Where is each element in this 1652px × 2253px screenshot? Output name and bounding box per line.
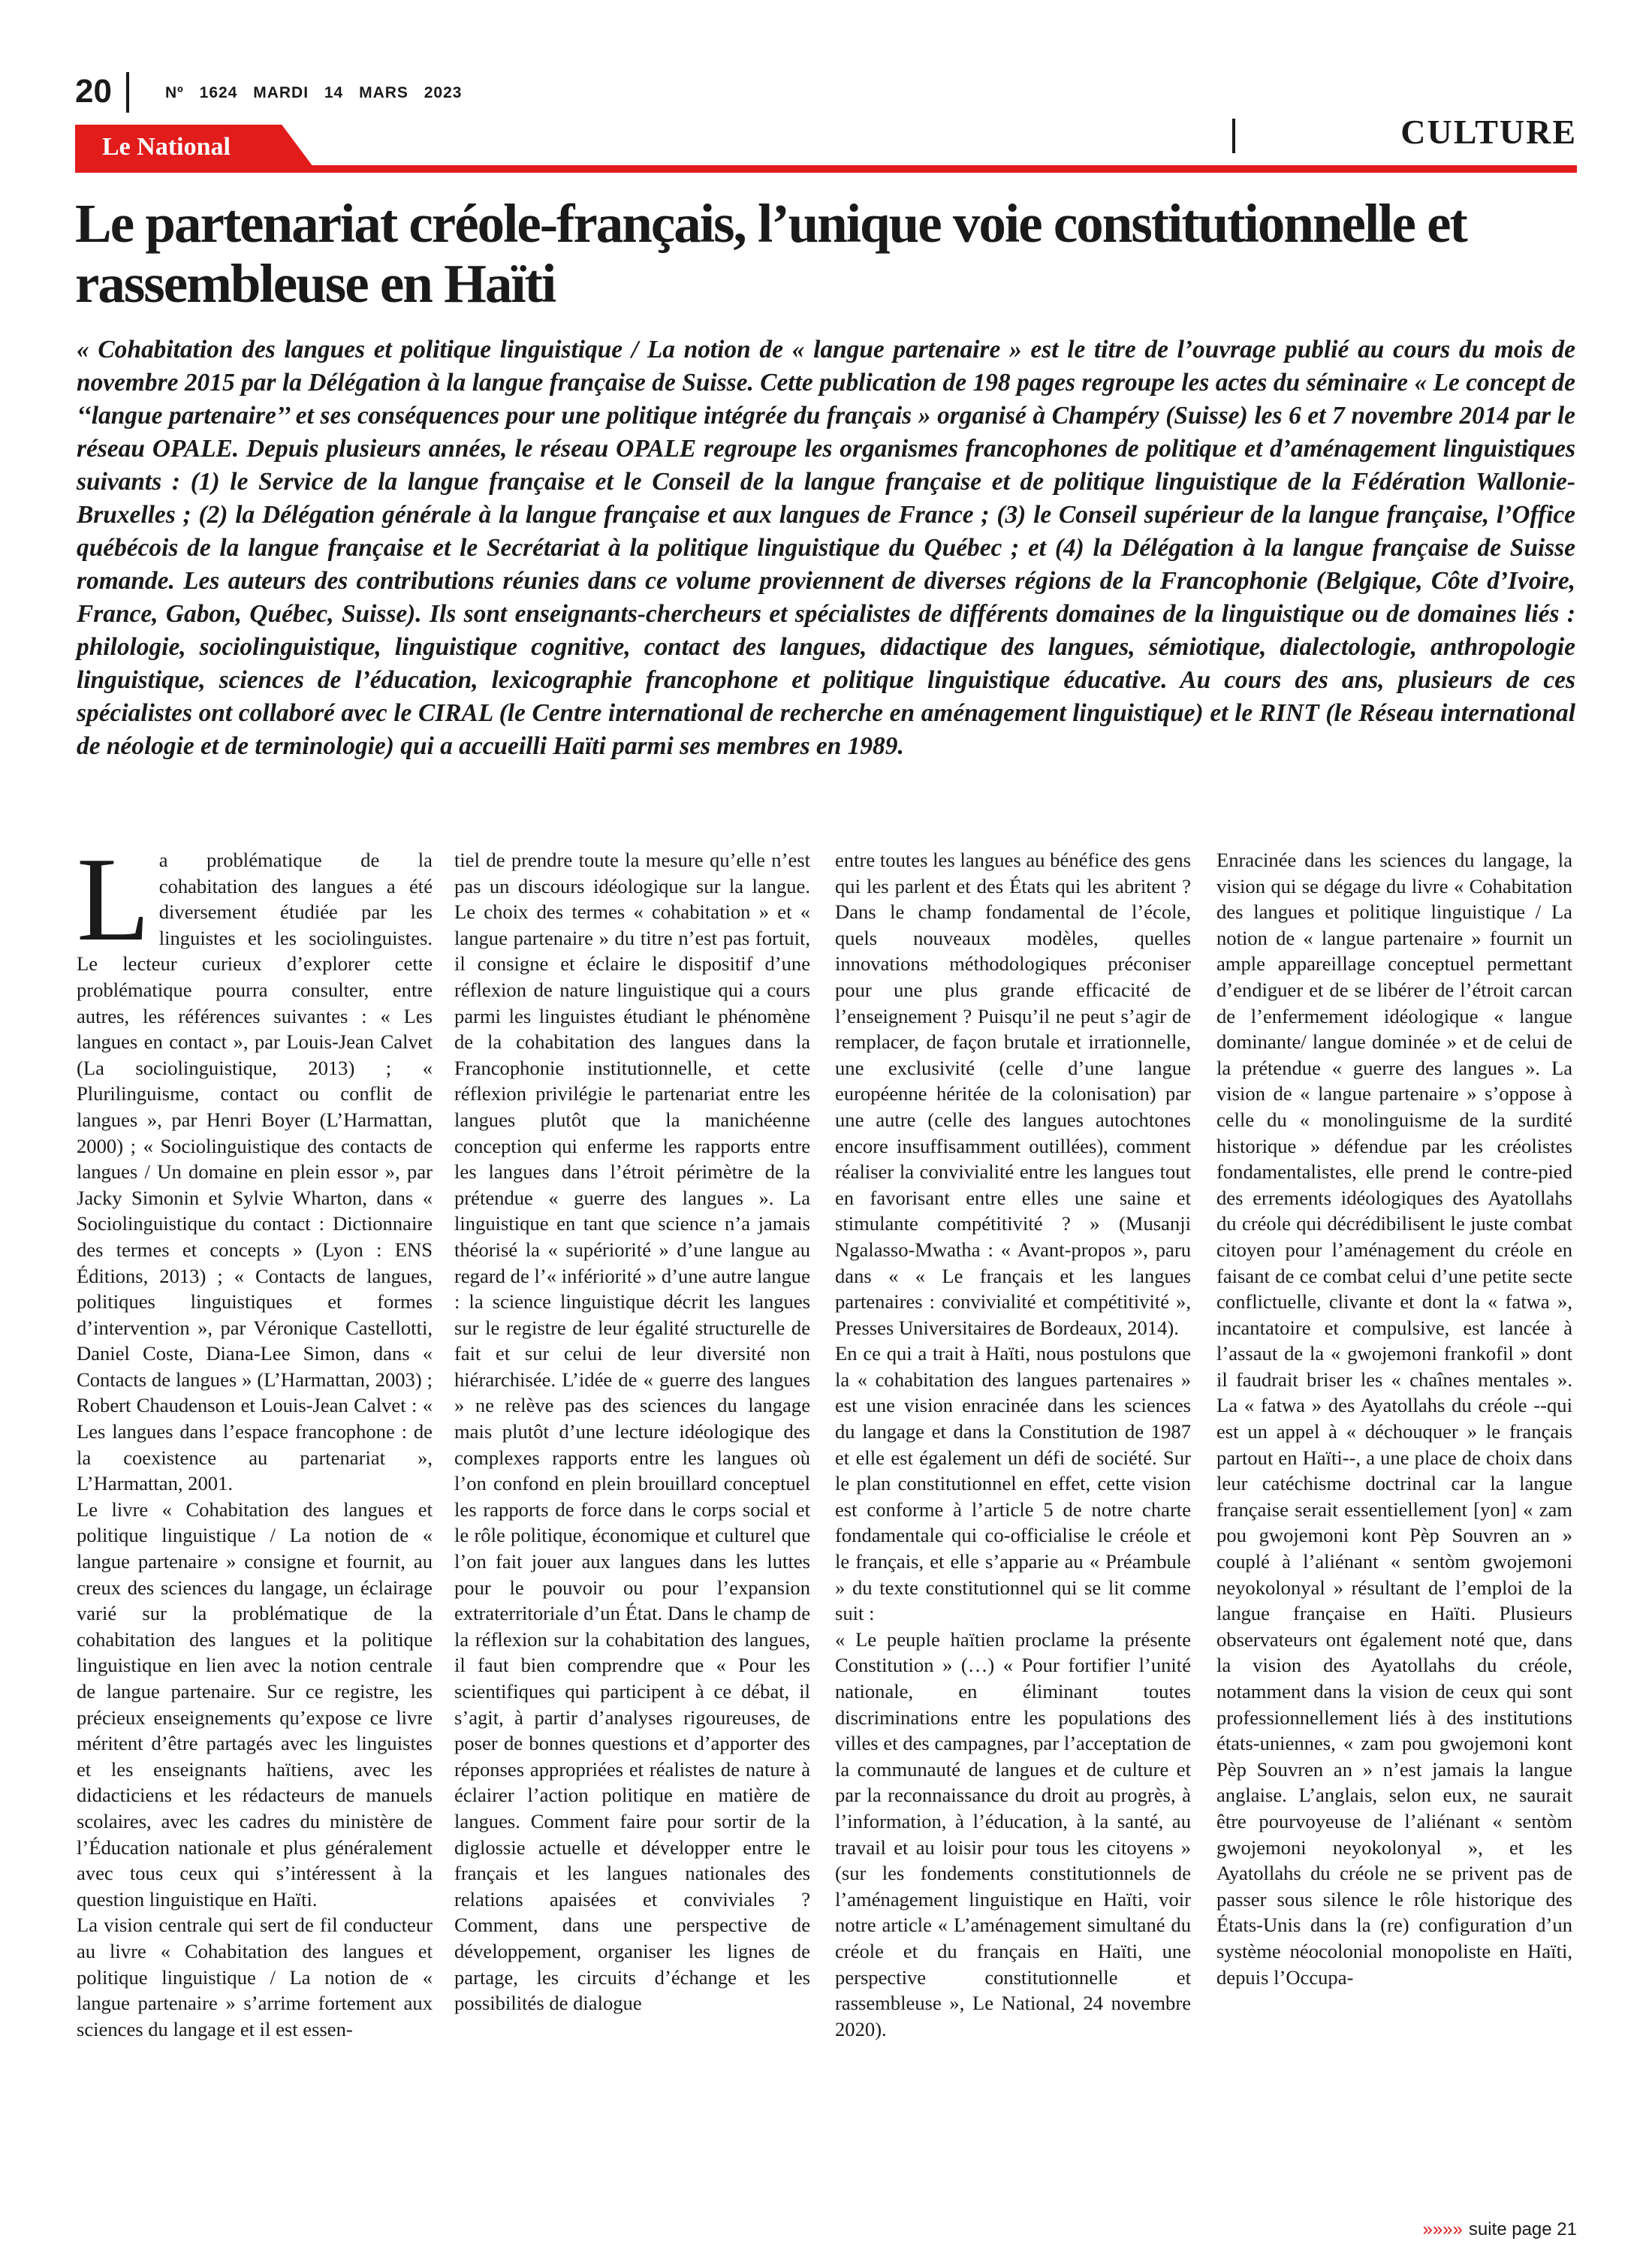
paragraph: entre toutes les langues au bénéfice des gens qui les parlent et des États qui les abritent ? Dans le champ fondamental de l’école, quels nouveaux modèles, quelles innovations méthodologiques préconiser pour une plus grande efficacité de l’enseignement ? Puisqu’il ne peut s’agir de remplacer, de façon brutale et irrationnelle, une exclusivité (celle d’une langue européenne héritée de la colonisation) par une autre (celle des langues autochtones encore insuffisamment outillées), comment réaliser la convivialité entre les langues tout en favorisant entre elles une saine et stimulante compétitivité ? » (Musanji Ngalasso-Mwatha : « Avant-propos », paru dans « « Le français et les langues partenaires : convivialité et compétitivité », Presses Universitaires de Bordeaux, 2014).	[835, 849, 1191, 1339]
brand-logo-text: Le National	[102, 133, 231, 161]
article-column-4	[1216, 847, 1572, 1990]
paragraph: tiel de prendre toute la mesure qu’elle n’est pas un discours idéologique sur la langue. Le choix des termes « cohabitation » et « langue partenaire » du titre n’est pas fortuit, il consigne et éclaire le dispositif d’une réflexion de nature linguistique qui a cours parmi les linguistes étudiant le phénomène de la cohabitation des langues dans la Francophonie institutionnelle, et cette réflexion privilégie le partenariat entre les langues plutôt que la manichéenne conception qui enferme les rapports entre les langues dans l’étroit périmètre de la prétendue « guerre des langues ». La linguistique en tant que science n’a jamais théorisé la « supériorité » d’une langue au regard de l’« infériorité » d’une autre langue : la science linguistique décrit les langues sur le registre de leur égalité structurelle de fait et sur celui de leur diversité non hiérarchisée. L’idée de « guerre des langues » ne relève pas des sciences du langage mais plutôt d’une lecture idéologique des complexes rapports entre les langues où l’on confond en plein brouillard conceptuel les rapports de force dans le corps social et le rôle politique, économique et culturel que l’on fait jouer aux langues dans les luttes pour le pouvoir ou pour l’expansion extraterritoriale d’un État. Dans le champ de la réflexion sur la cohabitation des langues, il faut bien comprendre que « Pour les scientifiques qui participent à ce débat, il s’agit, à partir d’analyses rigoureuses, de poser de bonnes questions et d’apporter des réponses appropriées et réalistes de nature à éclairer l’action politique en matière de langues. Comment faire pour sortir de la diglossie actuelle et développer entre le français et les langues nationales des relations apaisées et conviviales ? Comment, dans une perspective de développement, organiser les lignes de partage, les circuits d’échange et les possibilités de dialogue	[454, 849, 810, 2015]
paragraph: Le livre « Cohabitation des langues et politique linguistique / La notion de « langue partenaire » consigne et fournit, au creux des sciences du langage, un éclairage varié sur la problématique de la cohabitation des langues et la politique linguistique en lien avec la notion centrale de langue partenaire. Sur ce registre, les précieux enseignements qu’expose ce livre méritent d’être partagés avec les linguistes et les enseignants haïtiens, avec les didacticiens et les rédacteurs de manuels scolaires, avec les cadres du ministère de l’Éducation nationale et plus généralement avec tous ceux qui s’intéressent à la question linguistique en Haïti.	[77, 1497, 433, 1911]
paragraph: En ce qui a trait à Haïti, nous postulons que la « cohabitation des langues partenaires » est une vision enracinée dans les sciences du langage et dans la Constitution de 1987 et elle est également un défi de société. Sur le plan constitutionnel en effet, cette vision est conforme à l’article 5 de notre charte fondamentale qui co-officialise le créole et le français, et elle s’apparie au « Préambule » du texte constitutionnel qui se lit comme suit :	[835, 1342, 1191, 1625]
drop-cap: L	[77, 832, 150, 966]
continued-on-page	[1422, 2218, 1577, 2241]
paragraph	[77, 832, 433, 1497]
section-label: CULTURE	[1400, 113, 1577, 151]
article-lead: « Cohabitation des langues et politique linguistique / La notion de « langue partenaire » est le titre de l’ouvrage publié au cours du mois de novembre 2015 par la Délégation à la langue française de Suisse. Cette publication de 198 pages regroupe les actes du séminaire « Le concept de ‘‘langue partenaire’’ et ses conséquences pour une politique intégrée du français » organisé à Champéry (Suisse) les 6 et 7 novembre 2014 par le réseau OPALE. Depuis plusieurs années, le réseau OPALE regroupe les organismes francophones de politique et d’aménagement linguistiques suivants : (1) le Service de la langue française et le Conseil de la langue française et de politique linguistique de la Fédération Wallonie-Bruxelles ; (2) la Délégation générale à la langue française et aux langues de France ; (3) le Conseil supérieur de la langue française, l’Office québécois de la langue française et le Secrétariat à la politique linguistique du Québec ; et (4) la Délégation à la langue française de Suisse romande. Les auteurs des contributions réunies dans ce volume proviennent de diverses régions de la Francophonie (Belgique, Côte d’Ivoire, France, Gabon, Québec, Suisse). Ils sont enseignants-chercheurs et spécialistes de différents domaines de la linguistique ou de domaines liés : philologie, sociolinguistique, linguistique cognitive, contact des langues, didactique des langues, sémiotique, dialectologie, anthropologie linguistique, sciences de l’éducation, lexicographie francophone et politique linguistique éducative. Au cours des ans, plusieurs de ces spécialistes ont collaboré avec le CIRAL (le Centre international de recherche en aménagement linguistique) et le RINT (le Réseau international de néologie et de terminologie) qui a accueilli Haïti parmi ses membres en 1989.	[77, 336, 1575, 760]
paragraph: « Le peuple haïtien proclame la présente Constitution » (…) « Pour fortifier l’unité nationale, en éliminant toutes discriminations entre les populations des villes et des campagnes, par l’acceptation de la communauté de langues et de culture et par la reconnaissance du droit au progrès, à l’information, à l’éducation, à la santé, au travail et au loisir pour tous les citoyens » (sur les fondements constitutionnels de l’aménagement linguistique en Haïti, voir notre article « L’aménagement simultané du créole et du français en Haïti, une perspective constitutionnelle et rassembleuse », Le National, 24 novembre 2020).	[835, 1627, 1191, 2040]
paragraph: Enracinée dans les sciences du langage, la vision qui se dégage du livre « Cohabitation des langues et politique linguistique / La notion de « langue partenaire » fournit un ample appareillage conceptuel permettant d’endiguer et de se libérer de l’étroit carcan de l’enfermement idéologique « langue dominante/ langue dominée » et de celui de la prétendue « guerre des langues ». La vision de « langue partenaire » s’oppose à celle du « monolinguisme de la surdité historique » défendue par les créolistes fondamentalistes, elle prend le contre-pied des errements idéologiques des Ayatollahs du créole qui décrédibilisent le juste combat citoyen pour l’aménagement du créole en faisant de ce combat celui d’une petite secte conflictuelle, clivante et dont la « fatwa », incantatoire et compulsive, est lancée à l’assaut de la « gwojemoni frankofil » dont il faudrait briser les « chaînes mentales ». La « fatwa » des Ayatollahs du créole --qui est un appel à « déchouquer » le français partout en Haïti--, a une place de choix dans leur catéchisme doctrinal car la langue française serait essentiellement [yon] « zam pou gwojemoni kont Pèp Souvren an » couplé à l’aliénant « sentòm gwojemoni neyokolonyal » résultant de l’emploi de la langue française en Haïti. Plusieurs observateurs ont également noté que, dans la vision des Ayatollahs du créole, notamment dans la vision de ceux qui sont professionnellement liés à des institutions états-uniennes, « zam pou gwojemoni kont Pèp Souvren an » n’est jamais la langue anglaise. L’anglais, selon eux, ne saurait être pourvoyeuse de l’aliénant « sentòm gwojemoni neyokolonyal », et les Ayatollahs du créole ne se privent pas de passer sous silence le rôle historique des États-Unis dans la (re) configuration d’un système néocolonial monopoliste en Haïti, depuis l’Occupa-	[1216, 849, 1572, 1989]
paragraph: La vision centrale qui sert de fil conducteur au livre « Cohabitation des langues et politique linguistique / La notion de « langue partenaire » s’arrime fortement aux sciences du langage et il est essen-	[77, 1914, 433, 2040]
section-divider	[1232, 119, 1235, 153]
continued-arrows: »»»»	[1422, 2219, 1463, 2239]
issue-date-line: Nº 1624 MARDI 14 MARS 2023	[165, 84, 463, 101]
article-column-2	[454, 847, 810, 2016]
paragraph-text: a problématique de la cohabitation des langues a été diversement étudiée par les linguistes et les sociolinguistes. Le lecteur curieux d’explorer cette problématique pourra consulter, entre autres, les références suivantes : « Les langues en contact », par Louis-Jean Calvet (La sociolinguistique, 2013) ; « Plurilinguisme, contact ou conflit de langues », par Henri Boyer (L’Harmattan, 2000) ; « Sociolinguistique des contacts de langues / Un domaine en plein essor », par Jacky Simonin et Sylvie Wharton, dans « Sociolinguistique du contact : Dictionnaire des termes et concepts » (Lyon : ENS Éditions, 2013) ; « Contacts de langues, politiques linguistiques et formes d’intervention », par Véronique Castellotti, Daniel Coste, Diana-Lee Simon, dans « Contacts de langues » (L’Harmattan, 2003) ; Robert Chaudenson et Louis-Jean Calvet : « Les langues dans l’espace francophone : de la coexistence au partenariat », L’Harmattan, 2001.	[77, 849, 433, 1495]
article-column-1	[77, 832, 433, 2042]
header-rule	[75, 165, 1577, 173]
page-number: 20	[75, 73, 112, 110]
article-headline: Le partenariat créole-français, l’unique voie constitutionnelle et rassembleuse en Haïti	[75, 193, 1467, 314]
article-column-3	[835, 847, 1191, 2042]
page-number-divider	[126, 72, 129, 113]
continued-text: suite page 21	[1468, 2219, 1577, 2239]
